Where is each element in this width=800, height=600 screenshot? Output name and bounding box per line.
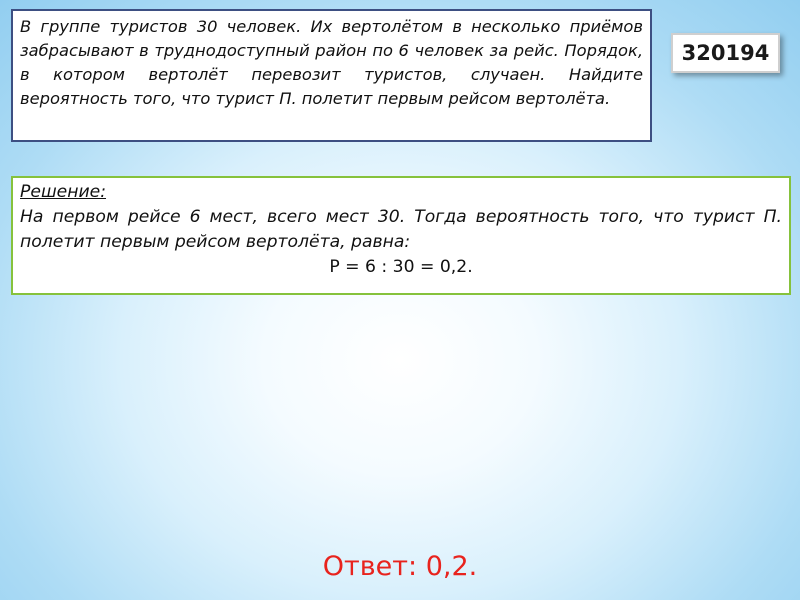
problem-text: В группе туристов 30 человек. Их вертолётом в несколько приёмов забрасывают в труднодоступный район по 6 человек за рейс. Порядок, в котором вертолёт перевозит туристов, случаен. Найдите вероятность того, что турист П. полетит первым рейсом вертолёта. — [20, 17, 643, 108]
answer-text: Ответ: 0,2. — [322, 551, 478, 582]
solution-text — [20, 180, 782, 280]
task-number-badge: 320194 — [671, 33, 780, 73]
solution-body: На первом рейсе 6 мест, всего мест 30. Тогда вероятность того, что турист П. полетит первым рейсом вертолёта, равна: — [20, 207, 782, 252]
solution-box — [11, 176, 791, 295]
solution-formula: P = 6 : 30 = 0,2. — [329, 257, 473, 277]
problem-box — [11, 9, 652, 142]
solution-heading: Решение: — [20, 182, 107, 202]
